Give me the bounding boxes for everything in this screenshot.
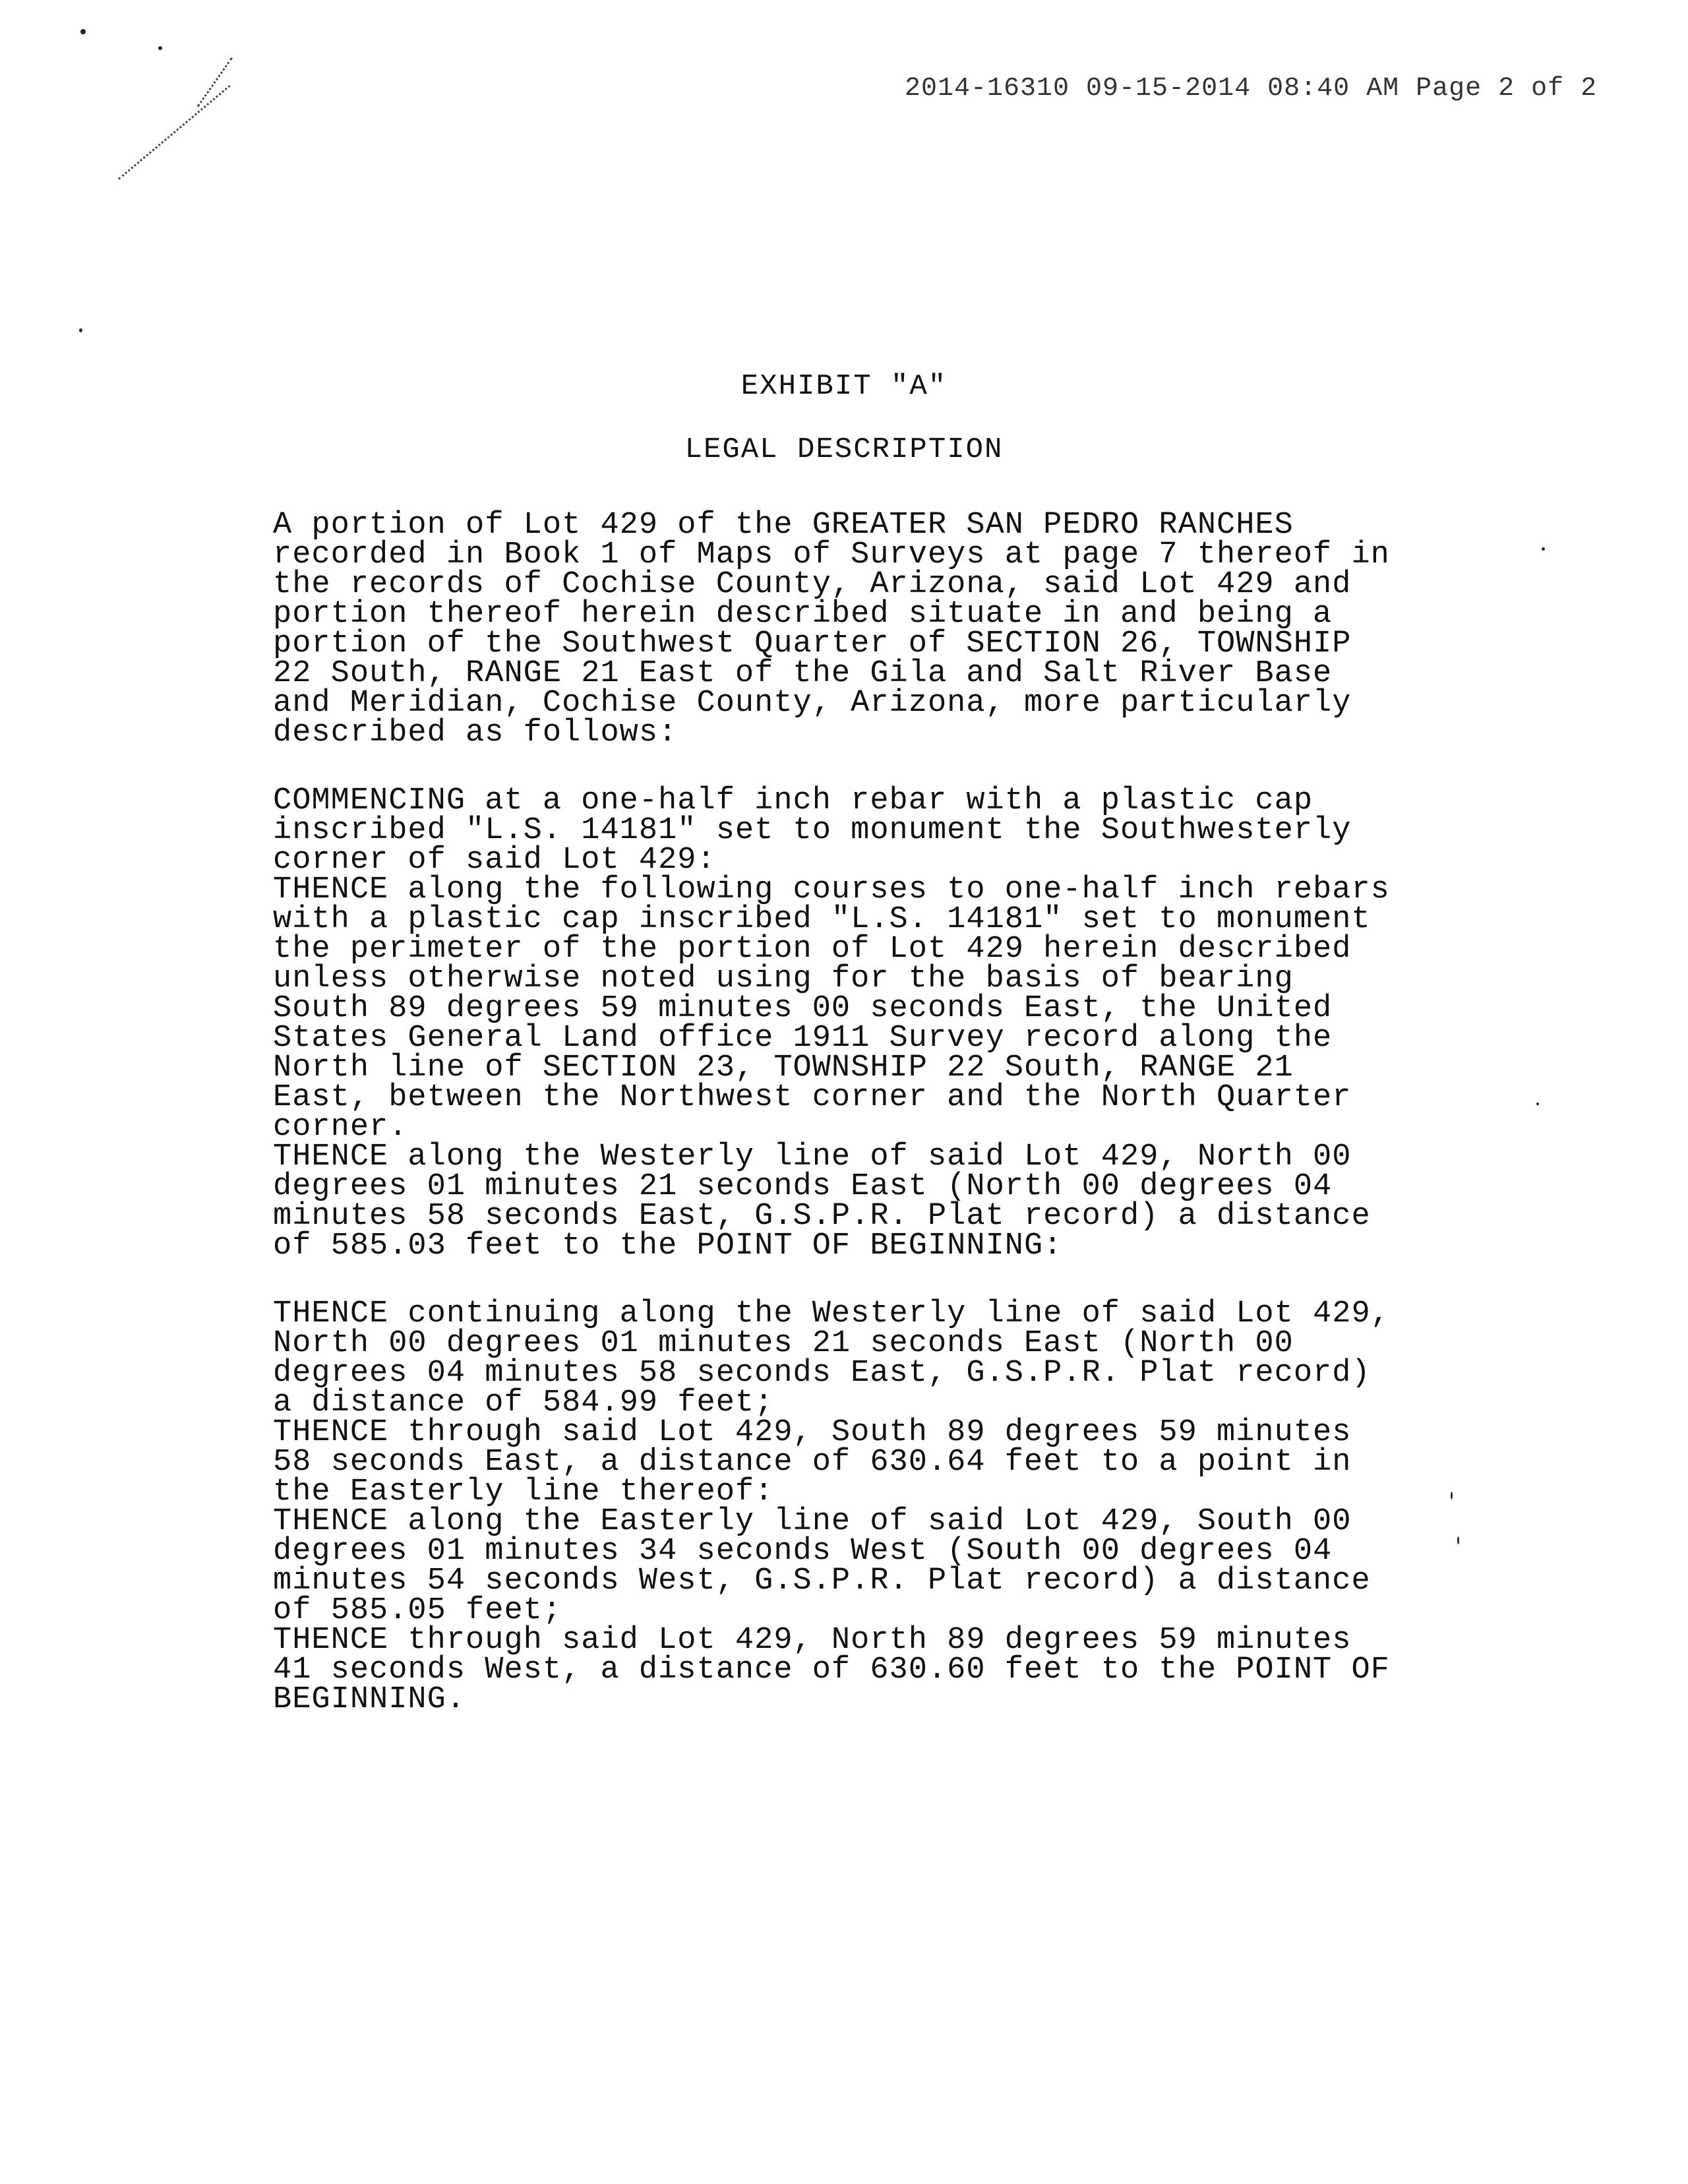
text-line: a distance of 584.99 feet; bbox=[273, 1385, 774, 1420]
paragraph-gap bbox=[273, 748, 1453, 786]
text-line: degrees 01 minutes 34 seconds West (South 00 degrees 04 bbox=[273, 1534, 1333, 1569]
text-line: corner of said Lot 429: bbox=[273, 843, 716, 878]
text-line: North 00 degrees 01 minutes 21 seconds East (North 00 bbox=[273, 1326, 1294, 1361]
exhibit-title: EXHIBIT "A" bbox=[740, 370, 948, 403]
legal-description-body bbox=[273, 508, 1453, 1717]
text-line: and Meridian, Cochise County, Arizona, more particularly bbox=[273, 686, 1352, 721]
text-line: A portion of Lot 429 of the GREATER SAN PEDRO RANCHES bbox=[273, 508, 1294, 543]
recording-stamp: 2014-16310 09-15-2014 08:40 AM Page 2 of 2 bbox=[905, 74, 1598, 104]
scan-speck bbox=[80, 29, 86, 34]
text-line: THENCE through said Lot 429, South 89 degrees 59 minutes bbox=[273, 1415, 1352, 1450]
text-line: THENCE along the Easterly line of said Lot 429, South 00 bbox=[273, 1504, 1352, 1539]
paragraph-intro bbox=[273, 510, 1453, 748]
text-line: BEGINNING. bbox=[273, 1682, 466, 1717]
text-line: with a plastic cap inscribed "L.S. 14181" set to monument bbox=[273, 902, 1371, 937]
paragraph-commencing bbox=[273, 783, 1453, 1263]
text-line: portion of the Southwest Quarter of SECTION 26, TOWNSHIP bbox=[273, 626, 1352, 661]
text-line: THENCE along the Westerly line of said Lot 429, North 00 bbox=[273, 1139, 1352, 1174]
text-line: minutes 58 seconds East, G.S.P.R. Plat record) a distance bbox=[273, 1199, 1371, 1234]
document-subtitle: LEGAL DESCRIPTION bbox=[684, 433, 1004, 466]
text-line: the records of Cochise County, Arizona, said Lot 429 and bbox=[273, 567, 1352, 602]
text-line: East, between the Northwest corner and the North Quarter bbox=[273, 1080, 1352, 1115]
scan-speck bbox=[1542, 547, 1545, 551]
text-line: States General Land office 1911 Survey record along the bbox=[273, 1021, 1333, 1056]
scan-speck bbox=[79, 328, 82, 332]
paragraph-gap bbox=[273, 1261, 1453, 1299]
text-line: inscribed "L.S. 14181" set to monument the Southwesterly bbox=[273, 813, 1352, 848]
text-line: corner. bbox=[273, 1110, 408, 1145]
text-line: THENCE continuing along the Westerly line of said Lot 429, bbox=[273, 1296, 1390, 1331]
text-line: degrees 04 minutes 58 seconds East, G.S.P.R. Plat record) bbox=[273, 1356, 1371, 1391]
text-line: THENCE along the following courses to one-half inch rebars bbox=[273, 872, 1390, 907]
scan-speck bbox=[158, 46, 162, 50]
text-line: described as follows: bbox=[273, 715, 678, 750]
text-line: of 585.03 feet to the POINT OF BEGINNING: bbox=[273, 1228, 1063, 1263]
text-line: of 585.05 feet; bbox=[273, 1593, 562, 1628]
text-line: portion thereof herein described situate in and being a bbox=[273, 597, 1333, 632]
text-line: North line of SECTION 23, TOWNSHIP 22 South, RANGE 21 bbox=[273, 1050, 1294, 1085]
title-block bbox=[0, 355, 1688, 481]
paragraph-courses bbox=[273, 1296, 1453, 1717]
text-line: 41 seconds West, a distance of 630.60 feet to the POINT OF bbox=[273, 1653, 1390, 1687]
text-line: South 89 degrees 59 minutes 00 seconds East, the United bbox=[273, 991, 1333, 1026]
text-line: COMMENCING at a one-half inch rebar with a plastic cap bbox=[273, 783, 1313, 818]
text-line: minutes 54 seconds West, G.S.P.R. Plat record) a distance bbox=[273, 1563, 1371, 1598]
text-line: recorded in Book 1 of Maps of Surveys at page 7 thereof in bbox=[273, 537, 1390, 572]
text-line: unless otherwise noted using for the basis of bearing bbox=[273, 961, 1294, 996]
text-line: 22 South, RANGE 21 East of the Gila and Salt River Base bbox=[273, 656, 1333, 691]
scan-speck bbox=[1457, 1536, 1459, 1544]
text-line: THENCE through said Lot 429, North 89 degrees 59 minutes bbox=[273, 1623, 1352, 1658]
text-line: the perimeter of the portion of Lot 429 herein described bbox=[273, 932, 1352, 967]
text-line: the Easterly line thereof: bbox=[273, 1474, 774, 1509]
scan-streak bbox=[118, 85, 230, 180]
text-line: degrees 01 minutes 21 seconds East (North 00 degrees 04 bbox=[273, 1169, 1333, 1204]
scan-speck bbox=[1536, 1103, 1539, 1105]
text-line: 58 seconds East, a distance of 630.64 feet to a point in bbox=[273, 1445, 1352, 1480]
